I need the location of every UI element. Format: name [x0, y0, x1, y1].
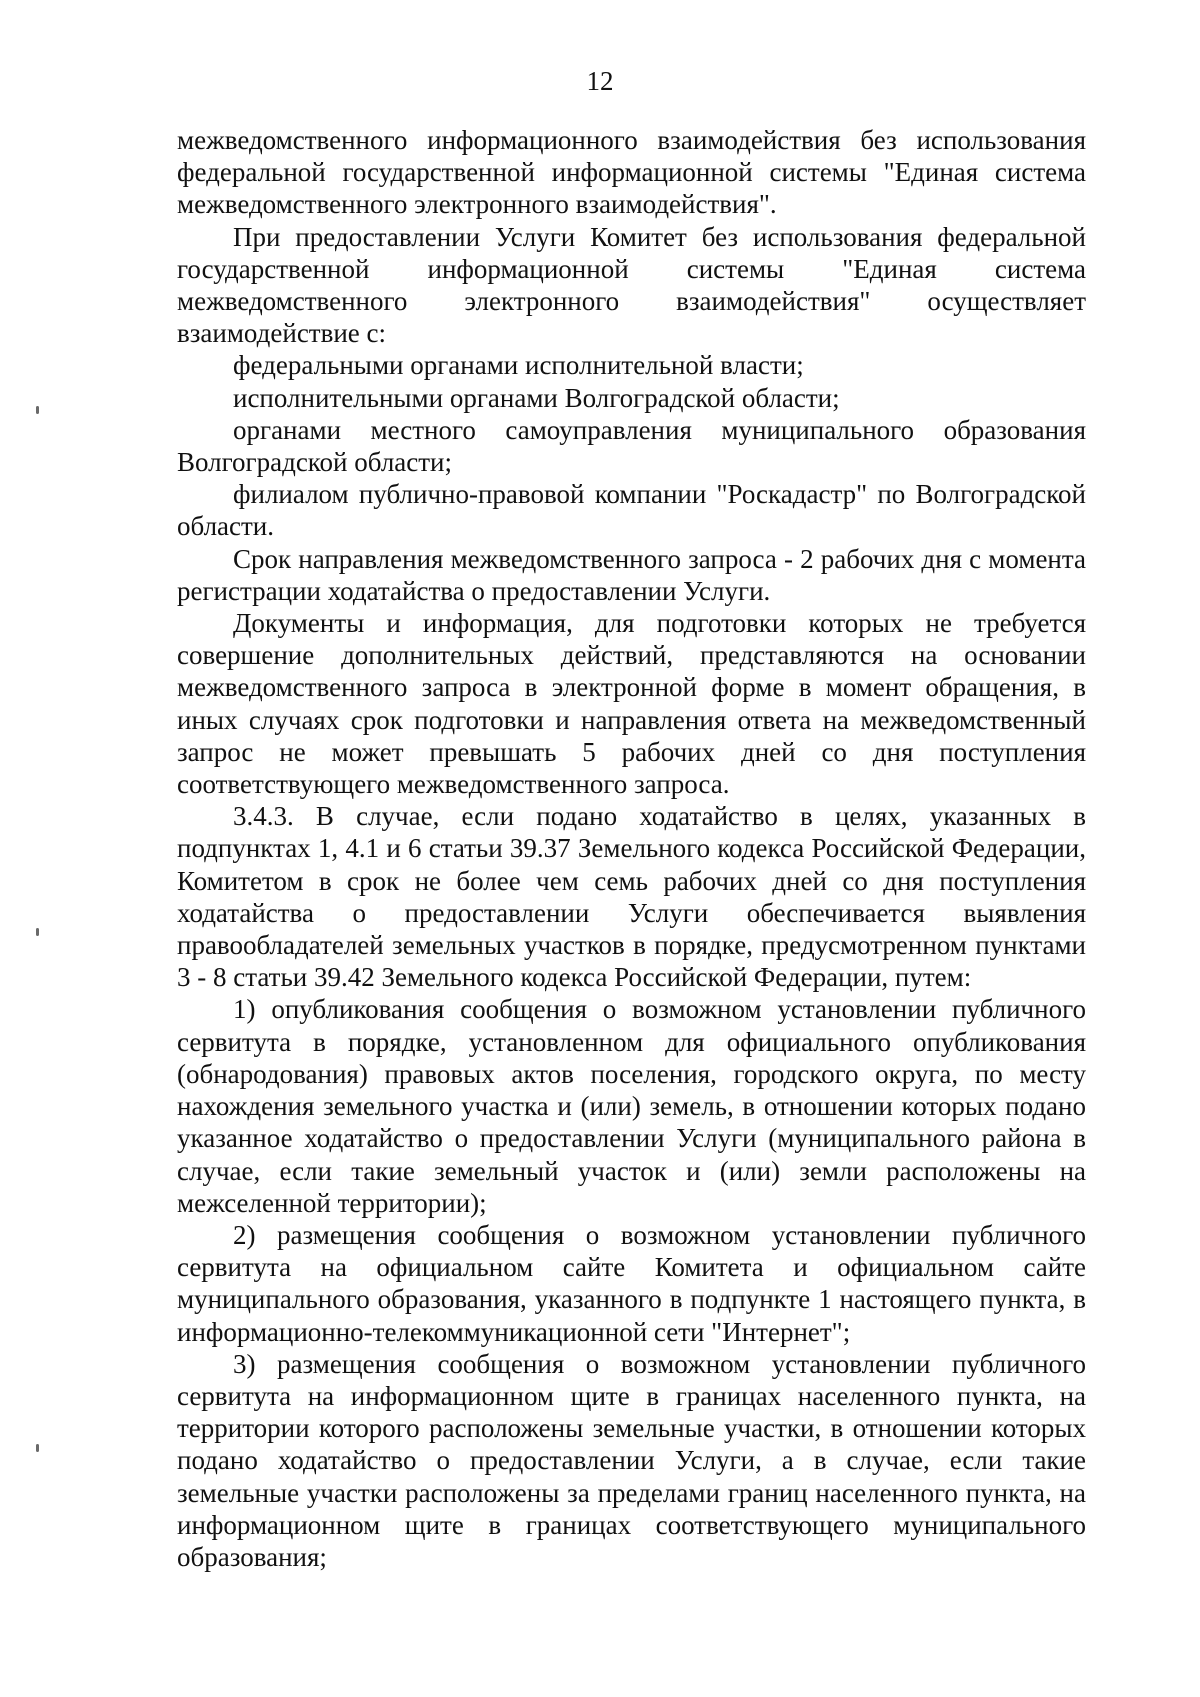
paragraph-clause-3-4-3: 3.4.3. В случае, если подано ходатайство в целях, указанных в подпунктах 1, 4.1 и 6 статьи 39.37 Земельного кодекса Российской Федерации, Комитетом в срок не более чем семь рабочих дней со дня поступления ходатайства о предоставлении Услуги обеспечивается выявления правообладателей земельных участков в порядке, предусмотренном пунктами 3 - 8 статьи 39.42 Земельного кодекса Российской Федерации, путем:	[177, 801, 1086, 993]
scan-mark	[36, 928, 39, 936]
paragraph-documents-info: Документы и информация, для подготовки которых не требуется совершение дополнительных действий, представляются на основании межведомственного запроса в электронной форме в момент обращения, в иных случаях срок подготовки и направления ответа на межведомственный запрос не может превышать 5 рабочих дней со дня поступления соответствующего межведомственного запроса.	[177, 608, 1086, 800]
paragraph-interaction-intro: При предоставлении Услуги Комитет без использования федеральной государственной информационной системы "Единая система межведомственного электронного взаимодействия" осуществляет взаимодействие с:	[177, 221, 1086, 349]
scan-mark	[36, 1444, 39, 1452]
paragraph-subitem-1: 1) опубликования сообщения о возможном установлении публичного сервитута в порядке, установленном для официального опубликования (обнародования) правовых актов поселения, городского округа, по месту нахождения земельного участка и (или) земель, в отношении которых подано указанное ходатайство о предоставлении Услуги (муниципального района в случае, если такие земельный участок и (или) земли расположены на межселенной территории);	[177, 994, 1086, 1218]
page-number: 12	[586, 66, 614, 96]
scan-mark	[36, 406, 39, 414]
list-item-local-government: органами местного самоуправления муниципального образования Волгоградской области;	[177, 414, 1086, 478]
list-item-regional-bodies: исполнительными органами Волгоградской области;	[233, 382, 840, 413]
list-item-roskadastr: филиалом публично-правовой компании "Роскадастр" по Волгоградской области.	[177, 479, 1086, 542]
document-body	[177, 124, 1086, 1573]
paragraph-subitem-3: 3) размещения сообщения о возможном установлении публичного сервитута на информационном щите в границах населенного пункта, на территории которого расположены земельные участки, в отношении которых подано ходатайство о предоставлении Услуги, а в случае, если такие земельные участки расположены за пределами границ населенного пункта, на информационном щите в границах соответствующего муниципального образования;	[177, 1348, 1086, 1572]
paragraph-request-deadline: Срок направления межведомственного запроса - 2 рабочих дня с момента регистрации ходатайства о предоставлении Услуги.	[177, 543, 1086, 606]
paragraph-subitem-2: 2) размещения сообщения о возможном установлении публичного сервитута на официальном сайте Комитета и официальном сайте муниципального образования, указанного в подпункте 1 настоящего пункта, в информационно-телекоммуникационной сети "Интернет";	[177, 1219, 1086, 1347]
list-item-federal-bodies: федеральными органами исполнительной власти;	[233, 350, 804, 381]
paragraph-continuation: межведомственного информационного взаимодействия без использования федеральной государственной информационной системы "Единая система межведомственного электронного взаимодействия".	[177, 125, 1086, 220]
